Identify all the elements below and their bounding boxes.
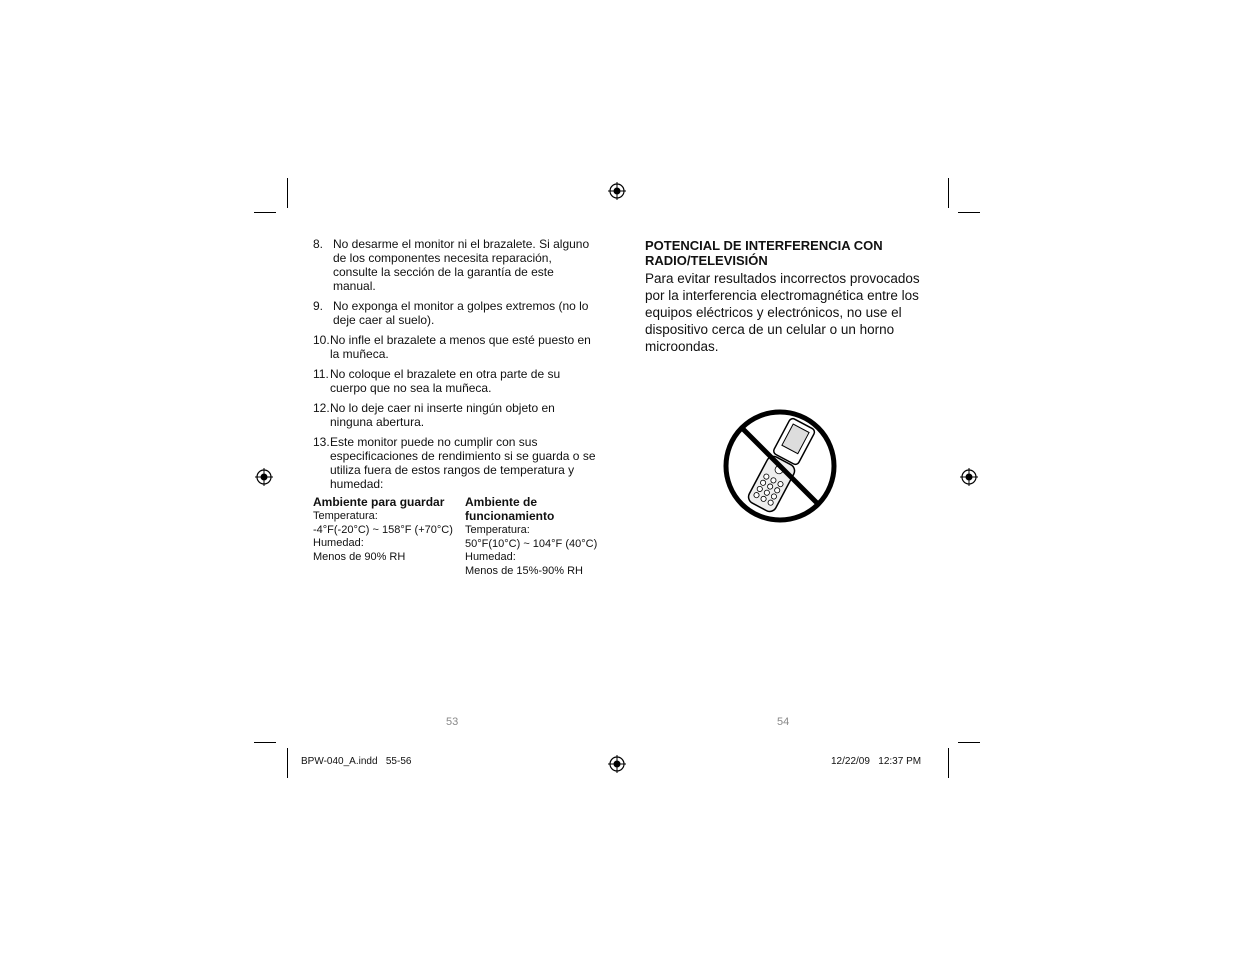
storage-humidity-value: Menos de 90% RH <box>313 550 406 563</box>
crop-mark-bottom-right-v <box>948 748 949 778</box>
slug-date: 12/22/09 12:37 PM <box>831 756 922 767</box>
list-item: 10. No infle el brazalete a menos que esté puesto en la muñeca. <box>313 333 591 361</box>
list-item: 11. No coloque el brazalete en otra parte de su cuerpo que no sea la muñeca. <box>313 367 561 395</box>
list-item: 8. No desarme el monitor ni el brazalete. Si alguno de los componentes necesita reparación, consulte la sección de la garantía de este manual. <box>313 237 590 293</box>
section-body: Para evitar resultados incorrectos provocados por la interferencia electromagnética entre los equipos eléctricos y electrónicos, no use el dispositivo cerca de un celular o un horno microondas. <box>645 271 920 354</box>
operating-temp-value: 50°F(10°C) ~ 104°F (40°C) <box>465 537 598 550</box>
crop-mark-top-left-h <box>254 212 276 213</box>
operating-environment <box>465 495 615 578</box>
storage-environment <box>313 495 463 564</box>
operating-temp-label: Temperatura: <box>465 524 530 536</box>
list-item: 13. Este monitor puede no cumplir con sus especificaciones de rendimiento si se guarda o se utiliza fuera de estos rangos de temperatura y humedad: <box>313 435 596 491</box>
registration-mark-top-icon <box>608 182 626 200</box>
interference-section <box>645 238 935 355</box>
crop-mark-bottom-right-h <box>958 742 980 743</box>
registration-mark-bottom-icon <box>608 755 626 773</box>
registration-mark-left-icon <box>255 468 273 486</box>
crop-mark-top-right-h <box>958 212 980 213</box>
no-cellphone-icon <box>722 408 838 524</box>
crop-mark-top-right-v <box>948 178 949 208</box>
slug-file: BPW-040_A.indd 55-56 <box>301 756 412 767</box>
operating-heading: Ambiente de funcionamiento <box>465 495 555 523</box>
precautions-list <box>313 237 598 497</box>
operating-humidity-label: Humedad: <box>465 551 516 563</box>
crop-mark-top-left-v <box>287 178 288 208</box>
list-item: 12. No lo deje caer ni inserte ningún objeto en ninguna abertura. <box>313 401 555 429</box>
page-number-right: 54 <box>777 716 790 728</box>
storage-temp-value: -4°F(-20°C) ~ 158°F (+70°C) <box>313 523 453 536</box>
operating-humidity-value: Menos de 15%-90% RH <box>465 564 584 577</box>
crop-mark-bottom-left-h <box>254 742 276 743</box>
section-title: POTENCIAL DE INTERFERENCIA CON RADIO/TELEVISIÓN <box>645 238 883 268</box>
storage-humidity-label: Humedad: <box>313 537 364 549</box>
crop-mark-bottom-left-v <box>287 748 288 778</box>
storage-heading: Ambiente para guardar <box>313 495 445 509</box>
page-number-left: 53 <box>446 716 459 728</box>
registration-mark-right-icon <box>960 468 978 486</box>
list-item: 9. No exponga el monitor a golpes extremos (no lo deje caer al suelo). <box>313 299 589 327</box>
storage-temp-label: Temperatura: <box>313 510 378 522</box>
